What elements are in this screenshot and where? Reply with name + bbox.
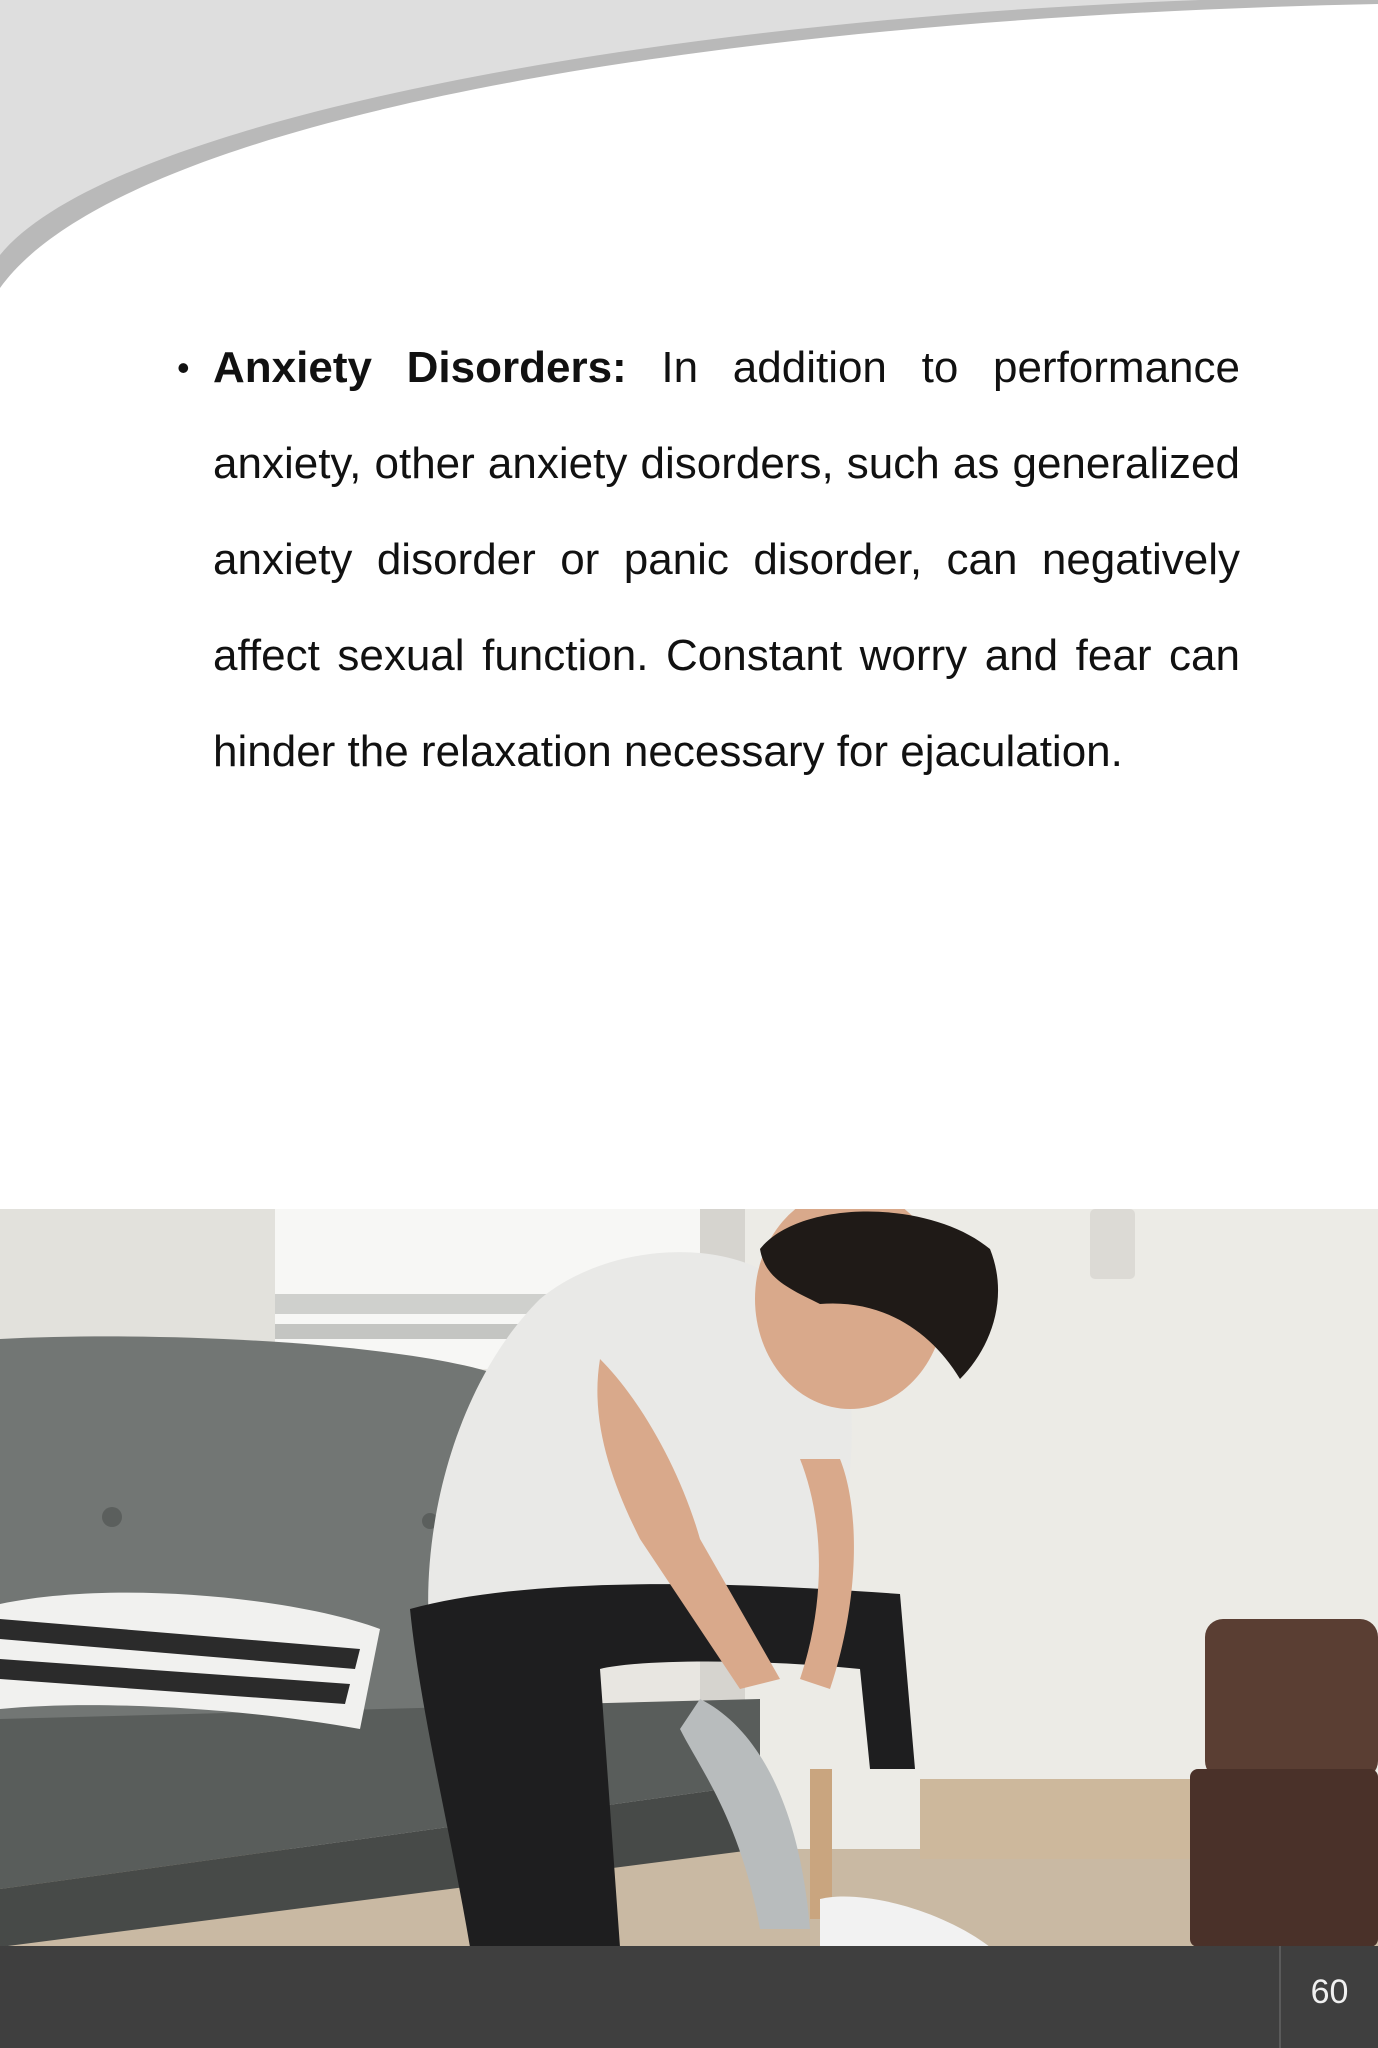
term-description: In addition to performance anxiety, other anxiety disorders, such as generalized anxiety disorder or panic disorder, can negatively affect sexual function. Constant worry and fear can hinder the relaxation necessary for ejaculation. [213,343,1240,776]
hero-photo [0,1209,1378,1947]
list-item [175,320,1240,800]
main-content [175,320,1240,800]
header-swoosh-decoration [0,0,1378,300]
footer-bar [0,1946,1378,2048]
term-heading: Anxiety Disorders: [213,343,627,392]
page-number: 60 [1279,1946,1378,2048]
bullet-icon: • [177,347,190,388]
